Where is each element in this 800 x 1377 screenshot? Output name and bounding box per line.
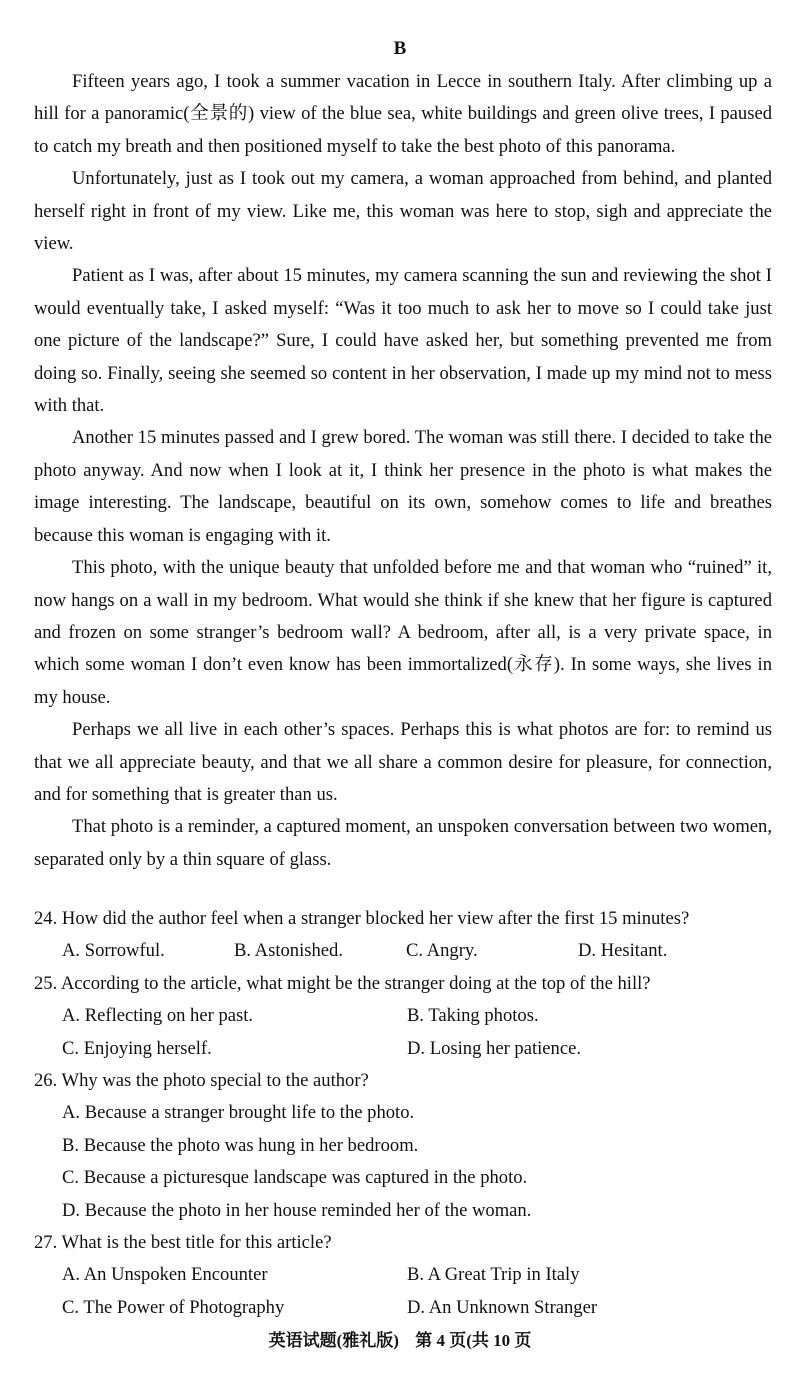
question-24-options <box>62 935 774 967</box>
option-a: A. Reflecting on her past. <box>62 1005 254 1027</box>
option-c: C. Because a picturesque landscape was captured in the photo. <box>62 1167 528 1189</box>
question-25-stem: 25. According to the article, what might be the stranger doing at the top of the hill? <box>34 972 651 994</box>
question-25-options-row2 <box>62 1033 774 1065</box>
reading-passage <box>34 66 772 876</box>
question-27-options-row1 <box>62 1259 774 1291</box>
passage-paragraph: This photo, with the unique beauty that unfolded before me and that woman who “ruined” it, now hangs on a wall in my bedroom. What would she think if she knew that her figure is captured and frozen on some stranger’s bedroom wall? A bedroom, after all, is a very private space, in which some woman I don’t even know has been immortalized(永存). In some ways, she lives in my house. <box>34 557 772 708</box>
option-c: C. The Power of Photography <box>62 1296 285 1318</box>
option-a: A. An Unspoken Encounter <box>62 1264 268 1286</box>
option-d: D. An Unknown Stranger <box>407 1296 598 1318</box>
option-a: A. Sorrowful. <box>62 940 165 962</box>
section-title: B <box>393 38 407 59</box>
question-list <box>34 903 774 1324</box>
option-c: C. Angry. <box>406 940 478 962</box>
option-b: B. A Great Trip in Italy <box>407 1264 580 1286</box>
exam-name: 英语试题(雅礼版) <box>268 1331 399 1350</box>
option-d: D. Hesitant. <box>578 940 668 962</box>
option-d: D. Losing her patience. <box>407 1037 581 1059</box>
option-d: D. Because the photo in her house reminded her of the woman. <box>62 1199 532 1221</box>
page-footer <box>0 1326 800 1351</box>
option-b: B. Astonished. <box>234 940 343 962</box>
passage-paragraph: Unfortunately, just as I took out my camera, a woman approached from behind, and planted herself right in front of my view. Like me, this woman was here to stop, sigh and appreciate the view. <box>34 168 772 255</box>
question-27-options-row2 <box>62 1292 774 1324</box>
option-b: B. Taking photos. <box>407 1005 539 1027</box>
passage-paragraph: Patient as I was, after about 15 minutes, my camera scanning the sun and reviewing the shot I would eventually take, I asked myself: “Was it too much to ask her to move so I could take just one picture of the landscape?” Sure, I could have asked her, but something prevented me from doing so. Finally, seeing she seemed so content in her observation, I made up my mind not to mess with that. <box>34 265 772 417</box>
passage-paragraph: Perhaps we all live in each other’s spaces. Perhaps this is what photos are for: to remind us that we all appreciate beauty, and that we all share a common desire for pleasure, for connection, and for something that is greater than us. <box>34 719 772 805</box>
passage-paragraph: Another 15 minutes passed and I grew bored. The woman was still there. I decided to take the photo anyway. And now when I look at it, I think her presence in the photo is what makes the image interesting. The landscape, beautiful on its own, somehow comes to life and breathes because this woman is engaging with it. <box>34 427 772 546</box>
option-c: C. Enjoying herself. <box>62 1037 212 1059</box>
page-number: 第 4 页(共 10 页 <box>415 1331 532 1350</box>
question-24-stem: 24. How did the author feel when a stranger blocked her view after the first 15 minutes? <box>34 908 690 929</box>
option-a: A. Because a stranger brought life to the photo. <box>62 1102 415 1124</box>
question-26-stem: 26. Why was the photo special to the author? <box>34 1070 369 1092</box>
passage-paragraph: Fifteen years ago, I took a summer vacation in Lecce in southern Italy. After climbing up a hill for a panoramic(全景的) view of the blue sea, white buildings and green olive trees, I paused to catch my breath and then positioned myself to take the best photo of this panorama. <box>34 71 772 157</box>
option-b: B. Because the photo was hung in her bedroom. <box>62 1134 419 1156</box>
passage-paragraph: That photo is a reminder, a captured moment, an unspoken conversation between two women, separated only by a thin square of glass. <box>34 816 772 870</box>
question-27-stem: 27. What is the best title for this article? <box>34 1232 332 1254</box>
question-25-options-row1 <box>62 1000 774 1032</box>
